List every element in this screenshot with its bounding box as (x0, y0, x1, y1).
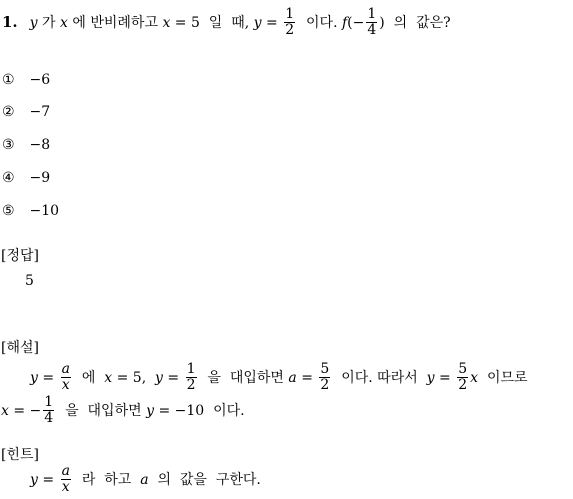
fraction-numerator: 1 (186, 361, 196, 377)
math-var: y (30, 369, 38, 386)
math-var: y (155, 369, 163, 386)
choice-value: −9 (29, 170, 51, 186)
choice-item[interactable] (2, 138, 50, 152)
math-op: = (296, 369, 318, 386)
fraction-numerator: 1 (367, 6, 377, 22)
choice-marker: ④ (2, 170, 15, 186)
fraction (61, 362, 71, 393)
question-text: y (29, 14, 38, 31)
hint-text: 의 값을 구한다. (148, 471, 261, 488)
fraction (186, 362, 197, 393)
fraction (366, 7, 377, 38)
explanation-label: [해설] (1, 340, 39, 356)
fraction-denominator: 2 (285, 22, 295, 38)
question-text: f (341, 14, 348, 31)
choice-value: −10 (29, 203, 60, 219)
math-op: = − (8, 402, 42, 419)
math-var: y (30, 471, 38, 488)
fraction-denominator: 4 (44, 410, 54, 426)
hint-text: 라 하고 (72, 471, 141, 488)
fraction-numerator: a (61, 463, 70, 479)
math-var: x (470, 369, 479, 386)
explanation-text: 을 대입하면 (56, 402, 147, 419)
choice-marker: ① (2, 72, 15, 88)
hint-label: [힌트] (1, 447, 39, 463)
explanation-line-1 (30, 362, 528, 393)
explanation-text: 을 대입하면 (198, 369, 289, 386)
fraction (457, 362, 468, 393)
fraction-denominator: 2 (458, 377, 468, 393)
fraction-numerator: a (61, 361, 70, 377)
fraction (61, 464, 71, 495)
math-var: x (104, 369, 113, 386)
math-op: = 5, (112, 369, 156, 386)
math-op: = (37, 471, 59, 488)
math-var: a (288, 369, 297, 386)
question-text: x (60, 14, 68, 31)
choice-item[interactable] (2, 105, 50, 119)
question-text: ) 의 값은? (379, 14, 451, 31)
choice-value: −6 (29, 72, 51, 88)
fraction-denominator: 2 (186, 377, 196, 393)
choice-value: −8 (29, 137, 51, 153)
choice-value: −7 (29, 104, 51, 120)
explanation-text: 에 (72, 369, 105, 386)
math-var: y (146, 402, 154, 419)
math-op: = (37, 369, 59, 386)
question-text: x (162, 14, 171, 31)
fraction (43, 395, 54, 426)
fraction-numerator: 1 (285, 6, 295, 22)
math-op: = (434, 369, 456, 386)
fraction-denominator: x (61, 377, 70, 393)
fraction-numerator: 5 (458, 361, 468, 377)
hint-line (30, 464, 261, 495)
math-var: a (140, 471, 149, 488)
explanation-text: 이다. 따라서 (332, 369, 427, 386)
fraction (319, 362, 330, 393)
fraction-numerator: 1 (44, 394, 54, 410)
choice-marker: ⑤ (2, 203, 15, 219)
fraction (284, 7, 295, 38)
explanation-line-2 (1, 395, 245, 426)
math-var: y (426, 369, 435, 386)
question-text: = (261, 14, 283, 31)
choice-item[interactable] (2, 171, 50, 185)
question-text: 에 반비례하고 (67, 14, 163, 31)
fraction-numerator: 5 (320, 361, 330, 377)
answer-label: [정답] (1, 248, 39, 264)
question-text: 가 (37, 14, 61, 31)
explanation-text: = −10 이다. (154, 402, 245, 419)
math-op: = (162, 369, 184, 386)
explanation-text: 이므로 (478, 369, 528, 386)
choice-item[interactable] (2, 204, 59, 218)
fraction-denominator: x (61, 479, 70, 495)
question-text: = 5 일 때, (170, 14, 254, 31)
fraction-denominator: 2 (320, 377, 330, 393)
question-number: 1. (2, 13, 18, 31)
answer-value: 5 (25, 273, 34, 289)
choice-marker: ③ (2, 137, 15, 153)
choice-item[interactable] (2, 73, 50, 87)
question-text: 이다. (297, 14, 342, 31)
choice-marker: ② (2, 104, 15, 120)
math-var: x (1, 402, 9, 419)
question-text: (− (347, 14, 365, 31)
question-text: y (253, 14, 262, 31)
fraction-denominator: 4 (367, 22, 377, 38)
question-line (2, 7, 451, 38)
